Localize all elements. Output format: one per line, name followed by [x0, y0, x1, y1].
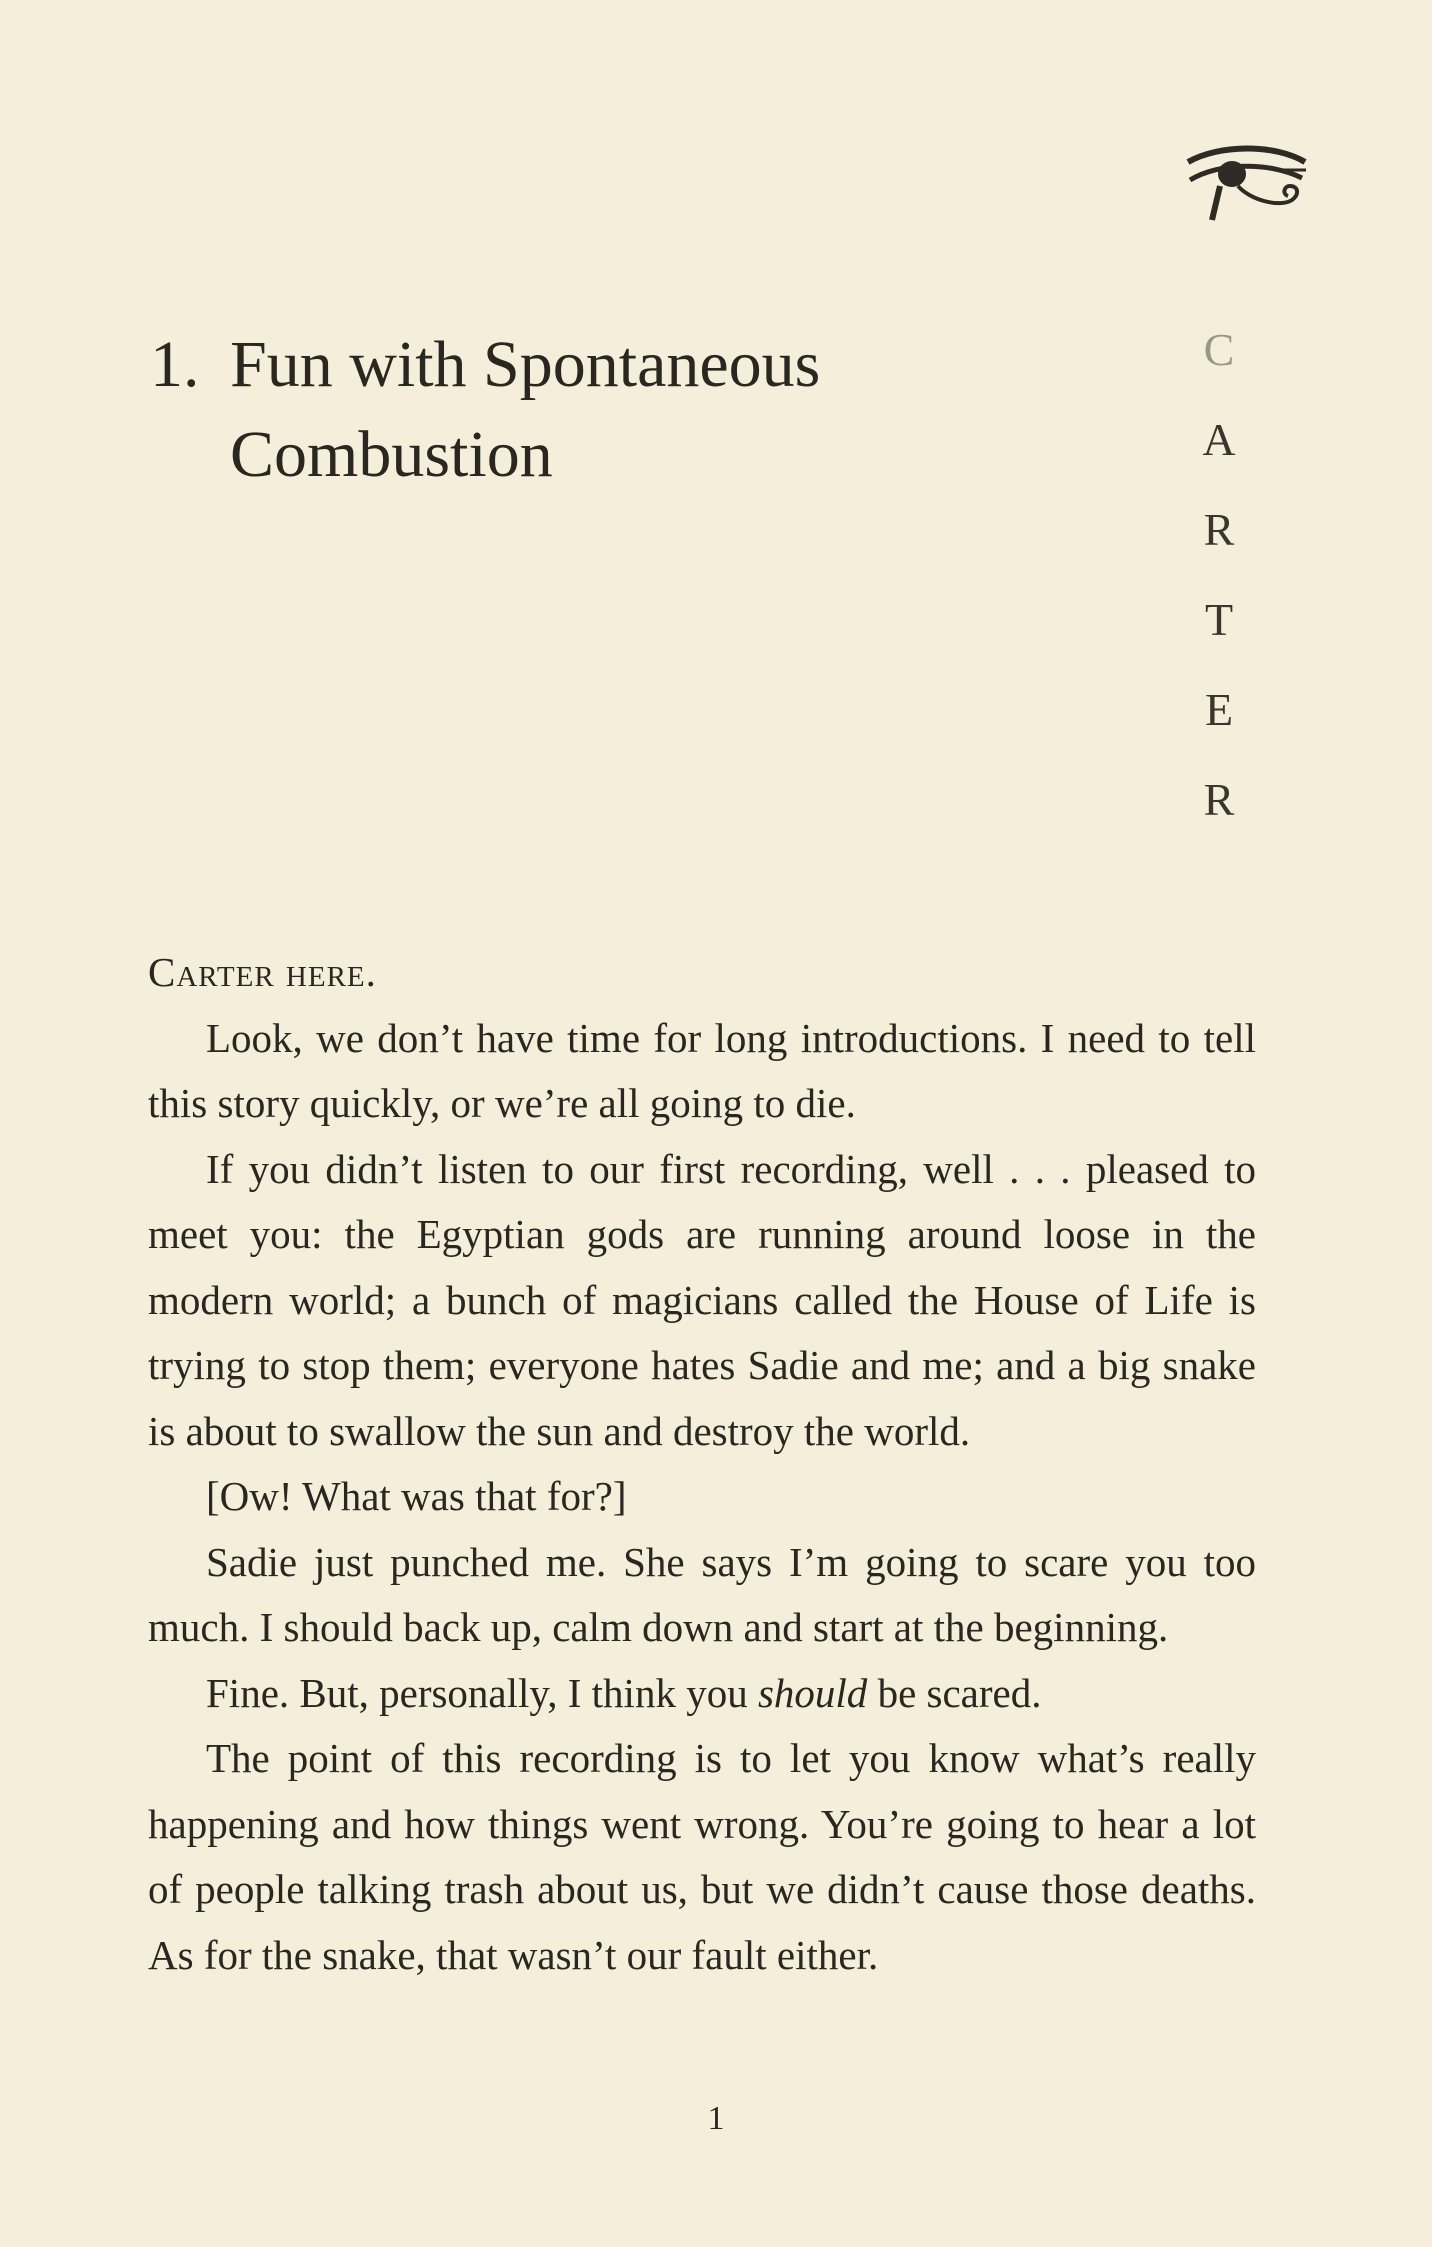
paragraph: Sadie just punched me. She says I’m going to scare you too much. I should back up, calm down and start at the beginning. [148, 1538, 1256, 1650]
emphasis: should [757, 1669, 868, 1716]
page-number: 1 [707, 2100, 725, 2137]
text-run: be scared. [867, 1669, 1042, 1716]
paragraph-fine [148, 1661, 1256, 1727]
chapter-number: 1. [150, 328, 200, 401]
paragraph: If you didn’t listen to our first recording, well . . . pleased to meet you: the Egyptian gods are running around loose in the modern world; a bunch of magicians called the House of Life is trying to stop them; everyone hates Sadie and me; and a big snake is about to swallow the sun and destroy the world. [148, 1145, 1256, 1454]
narrator-letter: C [1203, 324, 1237, 375]
paragraph: Look, we don’t have time for long introductions. I need to tell this story quickly, or we’re all going to die. [148, 1014, 1256, 1126]
narrator-letter: A [1202, 414, 1238, 465]
eye-of-horus-icon [1180, 140, 1310, 230]
paragraph: The point of this recording is to let you know what’s really happening and how things went wrong. You’re going to hear a lot of people talking trash about us, but we didn’t cause those deaths. As for the snake, that wasn’t our fault either. [148, 1735, 1256, 1978]
chapter-body [148, 940, 1256, 1988]
chapter-title [150, 320, 910, 500]
paragraph: [Ow! What was that for?] [206, 1473, 627, 1519]
narrator-letter: R [1203, 504, 1237, 555]
narrator-letter: T [1204, 594, 1236, 645]
narrator-letter: R [1203, 774, 1237, 825]
opening-line [148, 940, 1256, 1006]
narrator-name-vertical [1180, 305, 1260, 845]
text-run: Fine. But, personally, I think you [206, 1669, 758, 1716]
narrator-letter: E [1204, 684, 1236, 735]
chapter-title-text: Fun with Spontaneous Combustion [230, 328, 821, 491]
opening-smallcaps: Carter here. [148, 949, 377, 995]
